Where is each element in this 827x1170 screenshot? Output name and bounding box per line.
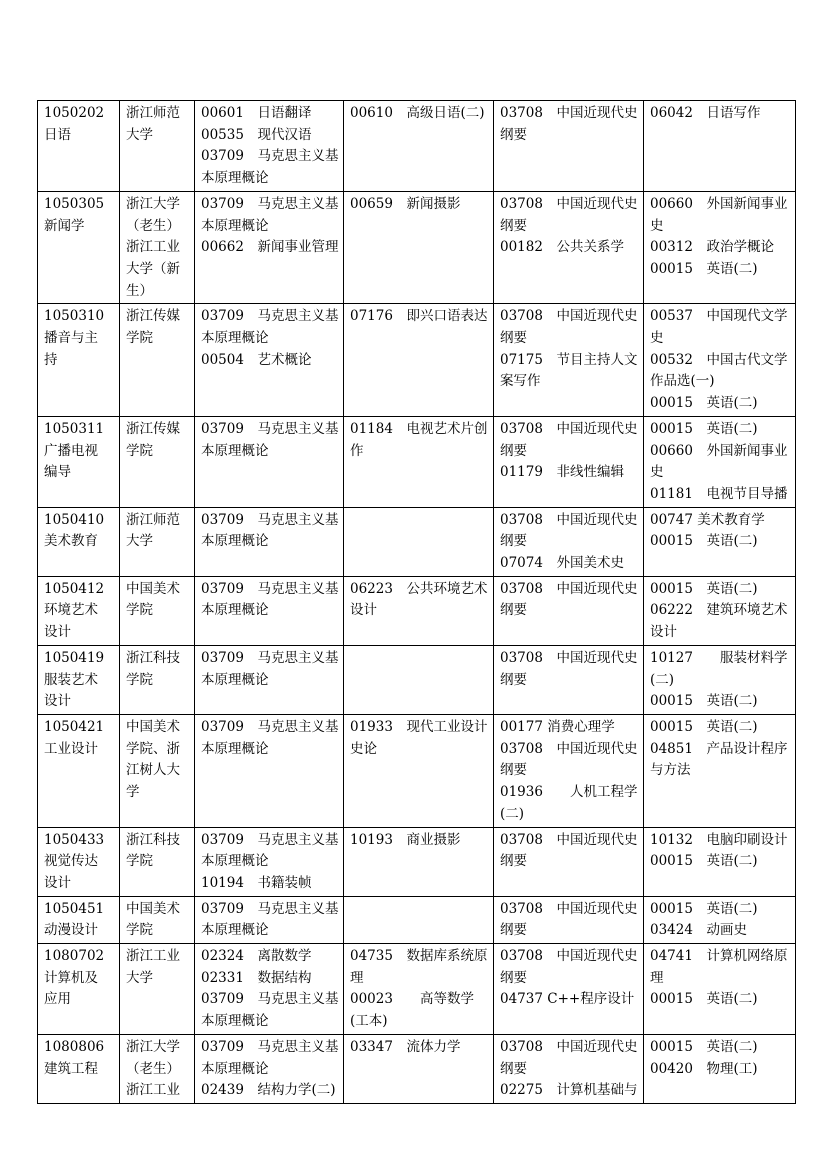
cell-line: 03709 马克思主义基本原理概论 (201, 511, 339, 550)
course-cell-2 (344, 714, 494, 827)
cell-line: （老生） (126, 217, 180, 234)
cell-line: 07175 节目主持人文案写作 (500, 351, 638, 390)
cell-line: 00504 艺术概论 (201, 351, 312, 368)
major-cell (38, 101, 120, 192)
cell-line: 学院 (126, 330, 153, 347)
course-cell-4 (644, 507, 796, 576)
cell-line: 浙江传媒 (126, 420, 180, 437)
cell-line: 03709 马克思主义基本原理概论 (201, 831, 339, 870)
cell-line: 03708 中国近现代史纲要 (500, 308, 638, 347)
table-row (38, 645, 796, 714)
major-cell (38, 645, 120, 714)
cell-line: 中国美术 (126, 900, 180, 917)
cell-line: 03709 马克思主义基本原理概论 (201, 308, 339, 347)
table-row (38, 304, 796, 417)
school-cell (120, 576, 195, 645)
course-cell-3 (494, 944, 644, 1035)
cell-line: 06042 日语写作 (650, 105, 761, 121)
cell-line: 10127 服装材料学(二) (650, 649, 788, 688)
school-cell (120, 191, 195, 304)
course-cell-4 (644, 101, 796, 192)
course-cell-2 (344, 645, 494, 714)
table-row (38, 714, 796, 827)
course-cell-1 (195, 101, 344, 192)
school-cell (120, 304, 195, 417)
cell-line: 04737 C++程序设计 (500, 991, 635, 1008)
cell-line: 00660 外国新闻事业史 (650, 442, 788, 481)
cell-line: 大学（新 (126, 260, 180, 277)
cell-line: 03708 中国近现代史纲要 (500, 420, 638, 459)
school-cell (120, 416, 195, 507)
cell-line: 建筑工程 (44, 1060, 98, 1077)
course-cell-2 (344, 101, 494, 192)
course-cell-3 (494, 576, 644, 645)
course-cell-1 (195, 944, 344, 1035)
course-cell-4 (644, 191, 796, 304)
course-cell-4 (644, 416, 796, 507)
course-cell-4 (644, 304, 796, 417)
school-cell (120, 714, 195, 827)
cell-line: 1050412 (44, 580, 105, 597)
course-cell-4 (644, 714, 796, 827)
course-cell-2 (344, 827, 494, 896)
cell-line: 1050433 (44, 831, 105, 848)
major-cell (38, 896, 120, 943)
cell-line: 应用 (44, 991, 71, 1008)
cell-line: 环境艺术 (44, 602, 98, 619)
cell-line: 浙江工业 (126, 1082, 180, 1099)
cell-line: 00601 日语翻译 (201, 105, 312, 121)
cell-line: 00662 新闻事业管理 (201, 239, 339, 256)
table-row (38, 101, 796, 192)
cell-line: 1080702 (44, 948, 105, 965)
cell-line: 1050419 (44, 649, 105, 666)
cell-line: 学院 (126, 922, 153, 939)
course-cell-2 (344, 576, 494, 645)
school-cell (120, 507, 195, 576)
cell-line: 03709 马克思主义基本原理概论 (201, 148, 339, 187)
cell-line: 10193 商业摄影 (350, 831, 461, 848)
cell-line: 03708 中国近现代史纲要 (500, 740, 638, 779)
cell-line: 浙江工业 (126, 239, 180, 256)
cell-line: 03708 中国近现代史纲要 (500, 105, 638, 143)
course-cell-1 (195, 714, 344, 827)
cell-line: 学院 (126, 442, 153, 459)
cell-line: 10132 电脑印刷设计 (650, 831, 788, 848)
course-cell-1 (195, 576, 344, 645)
cell-line: 江树人大 (126, 762, 180, 779)
major-cell (38, 1034, 120, 1103)
cell-line: 00015 英语(二) (650, 991, 758, 1008)
cell-line: 中国美术 (126, 718, 180, 735)
course-cell-2 (344, 507, 494, 576)
cell-line: 03709 马克思主义基本原理概论 (201, 649, 339, 688)
cell-line: 00747 美术教育学 (650, 511, 765, 528)
cell-line: 浙江科技 (126, 831, 180, 848)
cell-line: 浙江传媒 (126, 308, 180, 325)
major-cell (38, 304, 120, 417)
cell-line: 服装艺术 (44, 671, 98, 688)
cell-line: 00015 英语(二) (650, 420, 758, 437)
cell-line: 03709 马克思主义基本原理概论 (201, 1038, 339, 1077)
cell-line: 大学 (126, 126, 153, 143)
cell-line: 00610 高级日语(二) (350, 105, 485, 121)
major-cell (38, 714, 120, 827)
cell-line: 00420 物理(工) (650, 1060, 758, 1077)
cell-line: 1050305 (44, 195, 105, 212)
cell-line: 03709 马克思主义基本原理概论 (201, 991, 339, 1030)
course-cell-3 (494, 714, 644, 827)
course-cell-4 (644, 827, 796, 896)
cell-line: 00182 公共关系学 (500, 239, 624, 256)
school-cell (120, 645, 195, 714)
course-cell-3 (494, 416, 644, 507)
cell-line: 03708 中国近现代史纲要 (500, 511, 638, 550)
cell-line: 00023 高等数学(工本) (350, 991, 474, 1030)
major-cell (38, 416, 120, 507)
cell-line: 学院 (126, 671, 153, 688)
cell-line: 03709 马克思主义基本原理概论 (201, 420, 339, 459)
course-cell-3 (494, 191, 644, 304)
cell-line: 学院 (126, 853, 153, 870)
cell-line: 03708 中国近现代史纲要 (500, 580, 638, 619)
cell-line: 编导 (44, 464, 71, 481)
cell-line: 生） (126, 282, 153, 299)
cell-line: 01936 人机工程学(二) (500, 784, 638, 822)
cell-line: 01933 现代工业设计史论 (350, 718, 488, 757)
course-cell-3 (494, 645, 644, 714)
cell-line: 浙江工业 (126, 948, 180, 965)
table-row (38, 191, 796, 304)
major-cell (38, 576, 120, 645)
cell-line: 00312 政治学概论 (650, 239, 774, 256)
cell-line: 1050202 (44, 105, 105, 121)
cell-line: 03708 中国近现代史纲要 (500, 948, 638, 986)
cell-line: 00537 中国现代文学史 (650, 308, 788, 347)
course-cell-1 (195, 507, 344, 576)
table-row (38, 507, 796, 576)
course-cell-1 (195, 645, 344, 714)
cell-line: 视觉传达 (44, 853, 98, 870)
exam-schedule-table (37, 100, 796, 1104)
cell-line: 03709 马克思主义基本原理概论 (201, 195, 339, 234)
cell-line: 播音与主 (44, 330, 98, 347)
cell-line: 03347 流体力学 (350, 1038, 461, 1055)
cell-line: 1080806 (44, 1038, 105, 1055)
cell-line: 00659 新闻摄影 (350, 195, 461, 212)
cell-line: 00015 英语(二) (650, 853, 758, 870)
course-cell-2 (344, 191, 494, 304)
cell-line: 03709 马克思主义基本原理概论 (201, 900, 339, 939)
major-cell (38, 944, 120, 1035)
cell-line: 00015 英语(二) (650, 900, 758, 917)
course-cell-4 (644, 645, 796, 714)
major-cell (38, 507, 120, 576)
cell-line: 00015 英语(二) (650, 580, 758, 597)
table-row (38, 416, 796, 507)
cell-line: 浙江大学 (126, 1038, 180, 1055)
cell-line: （老生） (126, 1060, 180, 1077)
cell-line: 1050310 (44, 308, 105, 325)
cell-line: 工业设计 (44, 740, 98, 757)
school-cell (120, 896, 195, 943)
cell-line: 广播电视 (44, 442, 98, 459)
cell-line: 00015 英语(二) (650, 395, 758, 412)
table-row (38, 827, 796, 896)
cell-line: 03709 马克思主义基本原理概论 (201, 718, 339, 757)
school-cell (120, 944, 195, 1035)
cell-line: 00015 英语(二) (650, 693, 758, 710)
cell-line: 00535 现代汉语 (201, 126, 312, 143)
course-cell-3 (494, 304, 644, 417)
cell-line: 06222 建筑环境艺术设计 (650, 602, 788, 641)
course-cell-2 (344, 304, 494, 417)
cell-line: 学 (126, 784, 140, 801)
cell-line: 04851 产品设计程序与方法 (650, 740, 788, 779)
table-body (38, 101, 796, 1104)
cell-line: 01181 电视节目导播 (650, 485, 788, 502)
course-cell-4 (644, 944, 796, 1035)
cell-line: 新闻学 (44, 217, 85, 234)
cell-line: 07176 即兴口语表达 (350, 308, 488, 325)
course-cell-1 (195, 304, 344, 417)
cell-line: 设计 (44, 624, 71, 641)
cell-line: 04735 数据库系统原理 (350, 948, 488, 986)
school-cell (120, 827, 195, 896)
cell-line: 1050421 (44, 718, 105, 735)
cell-line: 美术教育 (44, 533, 98, 550)
cell-line: 浙江师范 (126, 511, 180, 528)
course-cell-4 (644, 896, 796, 943)
cell-line: 大学 (126, 533, 153, 550)
cell-line: 设计 (44, 874, 71, 891)
course-cell-2 (344, 944, 494, 1035)
cell-line: 02439 结构力学(二) (201, 1082, 336, 1099)
cell-line: 00015 英语(二) (650, 533, 758, 550)
course-cell-4 (644, 1034, 796, 1103)
table-row (38, 896, 796, 943)
cell-line: 00177 消费心理学 (500, 718, 615, 735)
cell-line: 10194 书籍装帧 (201, 874, 312, 891)
cell-line: 00532 中国古代文学作品选(一) (650, 351, 788, 390)
cell-line: 00660 外国新闻事业史 (650, 195, 788, 234)
table-row (38, 944, 796, 1035)
cell-line: 03708 中国近现代史纲要 (500, 195, 638, 234)
cell-line: 动漫设计 (44, 922, 98, 939)
cell-line: 浙江大学 (126, 195, 180, 212)
cell-line: 06223 公共环境艺术设计 (350, 580, 488, 619)
cell-line: 03708 中国近现代史纲要 (500, 831, 638, 870)
table-row (38, 576, 796, 645)
course-cell-3 (494, 101, 644, 192)
cell-line: 01179 非线性编辑 (500, 464, 624, 481)
cell-line: 学院、浙 (126, 740, 180, 757)
cell-line: 1050451 (44, 900, 105, 917)
cell-line: 中国美术 (126, 580, 180, 597)
cell-line: 浙江师范 (126, 105, 180, 121)
major-cell (38, 191, 120, 304)
school-cell (120, 1034, 195, 1103)
course-cell-1 (195, 191, 344, 304)
cell-line: 持 (44, 351, 58, 368)
course-cell-1 (195, 896, 344, 943)
cell-line: 设计 (44, 693, 71, 710)
cell-line: 07074 外国美术史 (500, 555, 624, 572)
course-cell-3 (494, 1034, 644, 1103)
course-cell-3 (494, 507, 644, 576)
course-cell-3 (494, 896, 644, 943)
cell-line: 1050311 (44, 420, 105, 437)
course-cell-1 (195, 1034, 344, 1103)
course-cell-2 (344, 416, 494, 507)
cell-line: 04741 计算机网络原理 (650, 948, 788, 986)
cell-line: 02275 计算机基础与 (500, 1082, 638, 1099)
cell-line: 00015 英语(二) (650, 1038, 758, 1055)
cell-line: 00015 英语(二) (650, 718, 758, 735)
cell-line: 03709 马克思主义基本原理概论 (201, 580, 339, 619)
cell-line: 日语 (44, 126, 71, 143)
cell-line: 02324 离散数学 (201, 948, 312, 965)
cell-line: 03708 中国近现代史纲要 (500, 1038, 638, 1077)
cell-line: 03708 中国近现代史纲要 (500, 649, 638, 688)
cell-line: 浙江科技 (126, 649, 180, 666)
cell-line: 学院 (126, 602, 153, 619)
course-cell-1 (195, 827, 344, 896)
course-cell-2 (344, 1034, 494, 1103)
cell-line: 计算机及 (44, 969, 98, 986)
cell-line: 01184 电视艺术片创作 (350, 420, 488, 459)
cell-line: 00015 英语(二) (650, 260, 758, 277)
cell-line: 03424 动画史 (650, 922, 747, 939)
course-cell-4 (644, 576, 796, 645)
cell-line: 大学 (126, 969, 153, 986)
course-cell-2 (344, 896, 494, 943)
major-cell (38, 827, 120, 896)
table-row (38, 1034, 796, 1103)
cell-line: 1050410 (44, 511, 105, 528)
cell-line: 03708 中国近现代史纲要 (500, 900, 638, 939)
cell-line: 02331 数据结构 (201, 969, 312, 986)
course-cell-3 (494, 827, 644, 896)
course-cell-1 (195, 416, 344, 507)
school-cell (120, 101, 195, 192)
